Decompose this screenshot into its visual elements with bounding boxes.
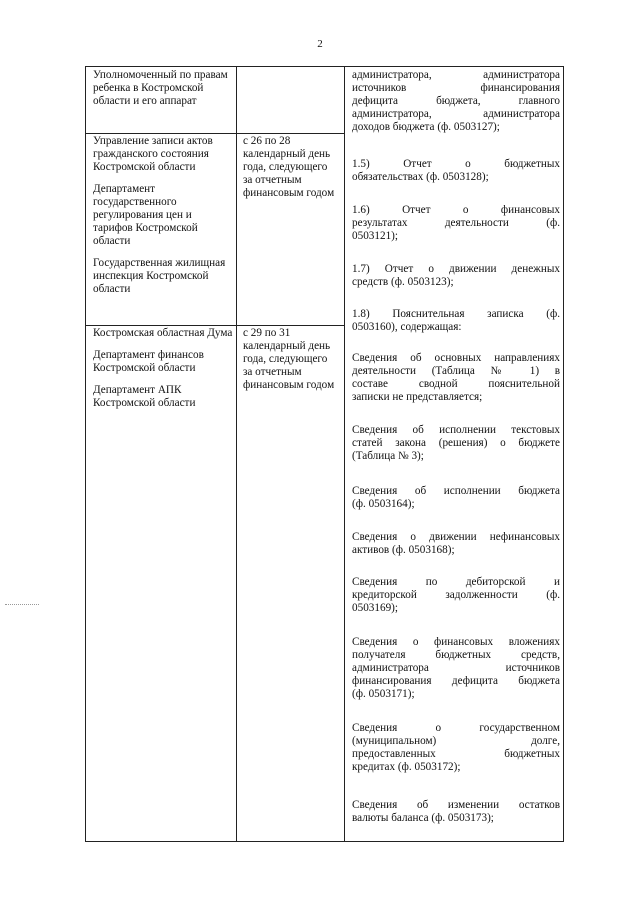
column-divider <box>344 67 345 841</box>
report-item <box>352 636 560 701</box>
report-item <box>352 799 560 825</box>
text-line: 1.7) Отчет о движении денежных <box>352 263 560 275</box>
text-line: Сведения об исполнении бюджета <box>352 485 560 497</box>
text-line: составе сводной пояснительной <box>352 378 560 390</box>
text-line: Сведения о финансовых вложениях <box>352 636 560 648</box>
text-line: 1.8) Пояснительная записка (ф. <box>352 308 560 320</box>
text-line: средств (ф. 0503123); <box>352 276 454 288</box>
org-name: Департамент АПК Костромской области <box>93 384 196 409</box>
org-cell <box>93 327 233 419</box>
deadline-text: с 29 по 31 календарный день года, следующего за отчетным финансовым годом <box>243 327 335 391</box>
text-line: кредиторской задолженности (ф. <box>352 589 560 601</box>
report-item <box>352 308 560 334</box>
text-line: (Таблица № 3); <box>352 450 424 462</box>
text-line: дефицита бюджета, главного <box>352 95 560 107</box>
text-line: активов (ф. 0503168); <box>352 544 455 556</box>
text-line: записки не представляется; <box>352 391 483 403</box>
row-divider <box>86 325 344 326</box>
text-line: валюты баланса (ф. 0503173); <box>352 812 494 824</box>
text-line: 0503160), содержащая: <box>352 321 462 333</box>
text-line: получателя бюджетных средств, <box>352 649 560 661</box>
report-item <box>352 263 560 289</box>
report-item <box>352 424 560 463</box>
report-item <box>352 531 560 557</box>
text-line: Сведения об изменении остатков <box>352 799 560 811</box>
page-number: 2 <box>317 38 323 50</box>
deadline-cell <box>243 135 339 200</box>
row-divider <box>86 133 344 134</box>
text-line: 0503169); <box>352 602 398 614</box>
text-line: (муниципальном) долге, <box>352 735 560 747</box>
deadline-cell <box>243 327 339 392</box>
org-name: Управление записи актов гражданского состояния Костромской области <box>93 135 213 173</box>
margin-mark <box>5 604 39 605</box>
deadline-text: с 26 по 28 календарный день года, следующего за отчетным финансовым годом <box>243 135 335 199</box>
text-line: (ф. 0503164); <box>352 498 415 510</box>
report-item <box>352 576 560 615</box>
org-name: Костромская областная Дума <box>93 327 233 339</box>
org-name: Департамент государственного регулирования цен и тарифов Костромской области <box>93 183 198 247</box>
text-line: администратора, администратора <box>352 108 560 120</box>
text-line: Сведения об исполнении текстовых <box>352 424 560 436</box>
text-line: статей закона (решения) о бюджете <box>352 437 560 449</box>
text-line: деятельности (Таблица № 1) в <box>352 365 560 377</box>
text-line: администратора источников <box>352 662 560 674</box>
text-line: кредитах (ф. 0503172); <box>352 761 461 773</box>
text-line: Сведения о государственном <box>352 722 560 734</box>
text-line: администратора, администратора <box>352 69 560 81</box>
org-name: Государственная жилищная инспекция Костромской области <box>93 257 226 295</box>
report-item <box>352 485 560 511</box>
text-line: результатах деятельности (ф. <box>352 217 560 229</box>
report-item <box>352 158 560 184</box>
org-cell <box>93 135 233 305</box>
text-line: 0503121); <box>352 230 398 242</box>
text-line: (ф. 0503171); <box>352 688 415 700</box>
text-line: финансирования дефицита бюджета <box>352 675 560 687</box>
text-line: Сведения об основных направлениях <box>352 352 560 364</box>
org-name: Департамент финансов Костромской области <box>93 349 204 374</box>
report-item <box>352 204 560 243</box>
report-item <box>352 352 560 404</box>
text-line: Сведения о движении нефинансовых <box>352 531 560 543</box>
report-item <box>352 722 560 774</box>
text-line: источников финансирования <box>352 82 560 94</box>
text-line: 1.5) Отчет о бюджетных <box>352 158 560 170</box>
report-table <box>85 66 564 842</box>
column-divider <box>236 67 237 841</box>
text-line: 1.6) Отчет о финансовых <box>352 204 560 216</box>
text-line: доходов бюджета (ф. 0503127); <box>352 121 500 133</box>
org-cell <box>93 69 233 117</box>
org-name: Уполномоченный по правам ребенка в Костромской области и его аппарат <box>93 69 228 107</box>
text-line: Сведения по дебиторской и <box>352 576 560 588</box>
text-line: предоставленных бюджетных <box>352 748 560 760</box>
report-continuation <box>352 69 560 134</box>
text-line: обязательствах (ф. 0503128); <box>352 171 489 183</box>
